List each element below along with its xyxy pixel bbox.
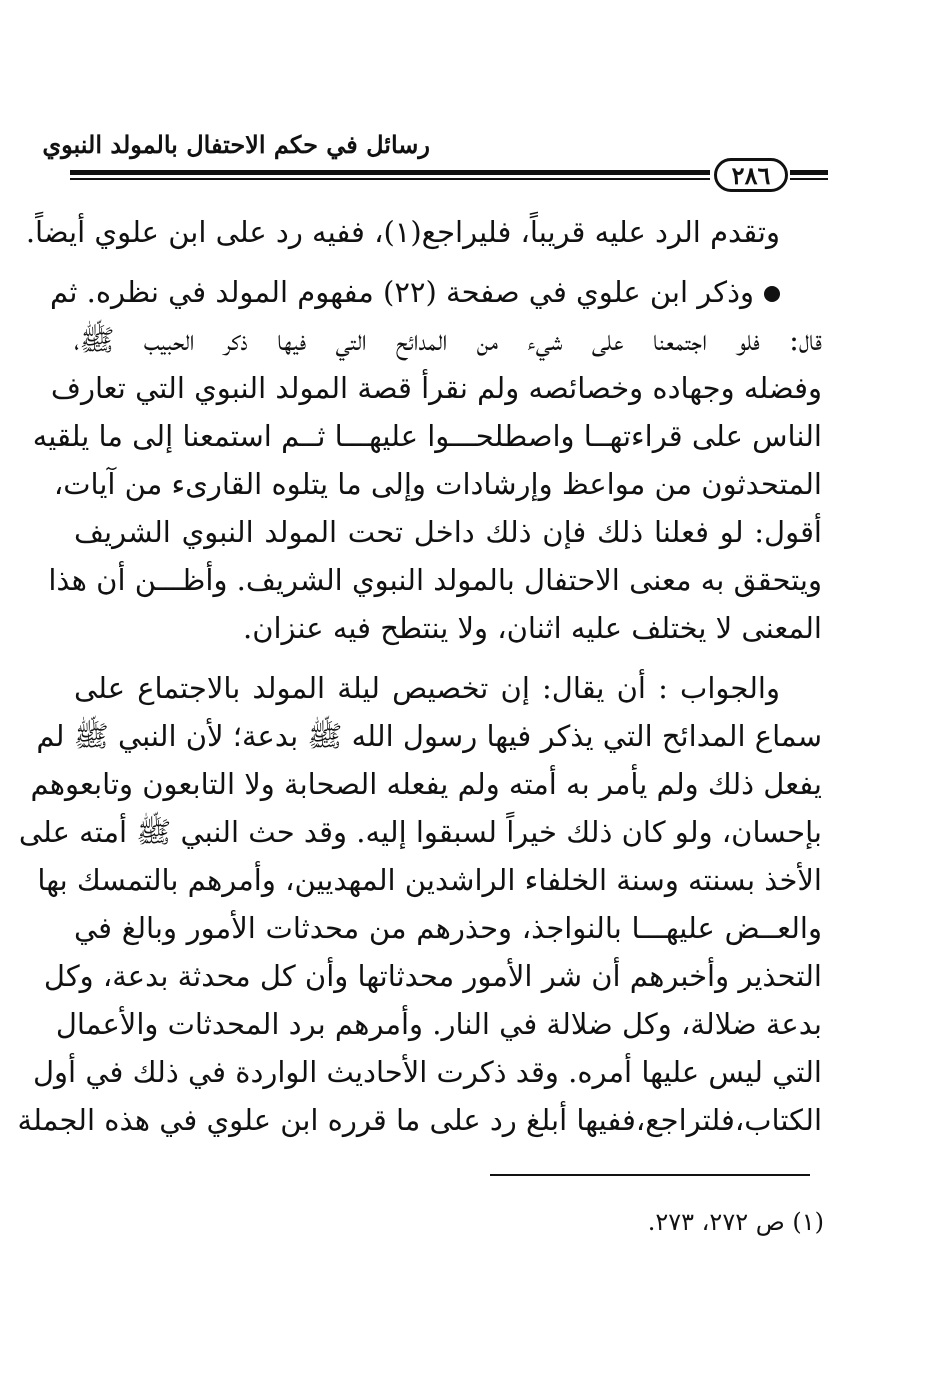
text-line: المتحدثون من مواعظ وإرشادات وإلى ما يتلوه القارىء من آيات،: [53, 467, 822, 501]
text-line: المعنى لا يختلف عليه اثنان، ولا ينتطح فيه عنزان.: [242, 611, 822, 645]
text-line: الكتاب،فلتراجع،ففيها أبلغ رد على ما قرره ابن علوي في هذه الجملة: [17, 1103, 822, 1137]
text-line: والعــض عليهـــا بالنواجذ، وحذرهم من محدثات الأمور وبالغ في: [74, 911, 822, 945]
text-line: أقول: لو فعلنا ذلك فإن ذلك داخل تحت المولد النبوي الشريف: [74, 515, 822, 549]
text-line: الناس على قراءتهــا واصطلحـــوا عليهـــا ثــم استمعنا إلى ما يلقيه: [32, 419, 822, 453]
header-rule-right: [790, 170, 828, 182]
text-line: وفضله وجهاده وخصائصه ولم نقرأ قصة المولد النبوي التي تعارف: [50, 371, 822, 405]
running-title: رسائل في حكم الاحتفال بالمولد النبوي: [42, 130, 430, 159]
text-line: وتقدم الرد عليه قريباً، فليراجع(١)، ففيه رد على ابن علوي أيضاً.: [25, 215, 780, 249]
header-rule: [70, 170, 710, 182]
footnote: (١) ص ٢٧٢، ٢٧٣.: [647, 1208, 824, 1236]
text-line: التحذير وأخبرهم أن شر الأمور محدثاتها وأن كل محدثة بدعة، وكل: [43, 959, 822, 993]
text-line: الأخذ بسنته وسنة الخلفاء الراشدين المهديين، وأمرهم بالتمسك بها: [37, 863, 822, 897]
text-line: ويتحقق به معنى الاحتفال بالمولد النبوي الشريف. وأظـــن أن هذا: [48, 563, 822, 597]
text-line: يفعل ذلك ولم يأمر به أمته ولم يفعله الصحابة ولا التابعون وتابعوهم: [30, 767, 822, 801]
bullet-icon: [764, 286, 780, 302]
text-line: التي ليس عليها أمره. وقد ذكرت الأحاديث الواردة في ذلك في أول: [32, 1055, 822, 1089]
text-line-bulleted: [50, 268, 822, 316]
text-line: سماع المدائح التي يذكر فيها رسول الله ﷺ بدعة؛ لأن النبي ﷺ لم: [36, 719, 822, 753]
text-line: وذكر ابن علوي في صفحة (٢٢) مفهوم المولد في نظره. ثم: [50, 275, 754, 309]
body-text: [17, 208, 822, 1144]
text-line: بإحسان، ولو كان ذلك خيراً لسبقوا إليه. وقد حث النبي ﷺ أمته على: [18, 815, 822, 849]
page-number: ٢٨٦: [714, 158, 788, 192]
text-line: بدعة ضلالة، وكل ضلالة في النار. وأمرهم برد المحدثات والأعمال: [55, 1007, 822, 1041]
text-line: قال: فلو اجتمعنا على شيء من المدائح التي فيها ذكر الحبيب ﷺ،: [74, 323, 822, 357]
text-line: والجواب : أن يقال: إن تخصيص ليلة المولد بالاجتماع على: [74, 671, 780, 705]
footnote-divider: [490, 1174, 810, 1176]
